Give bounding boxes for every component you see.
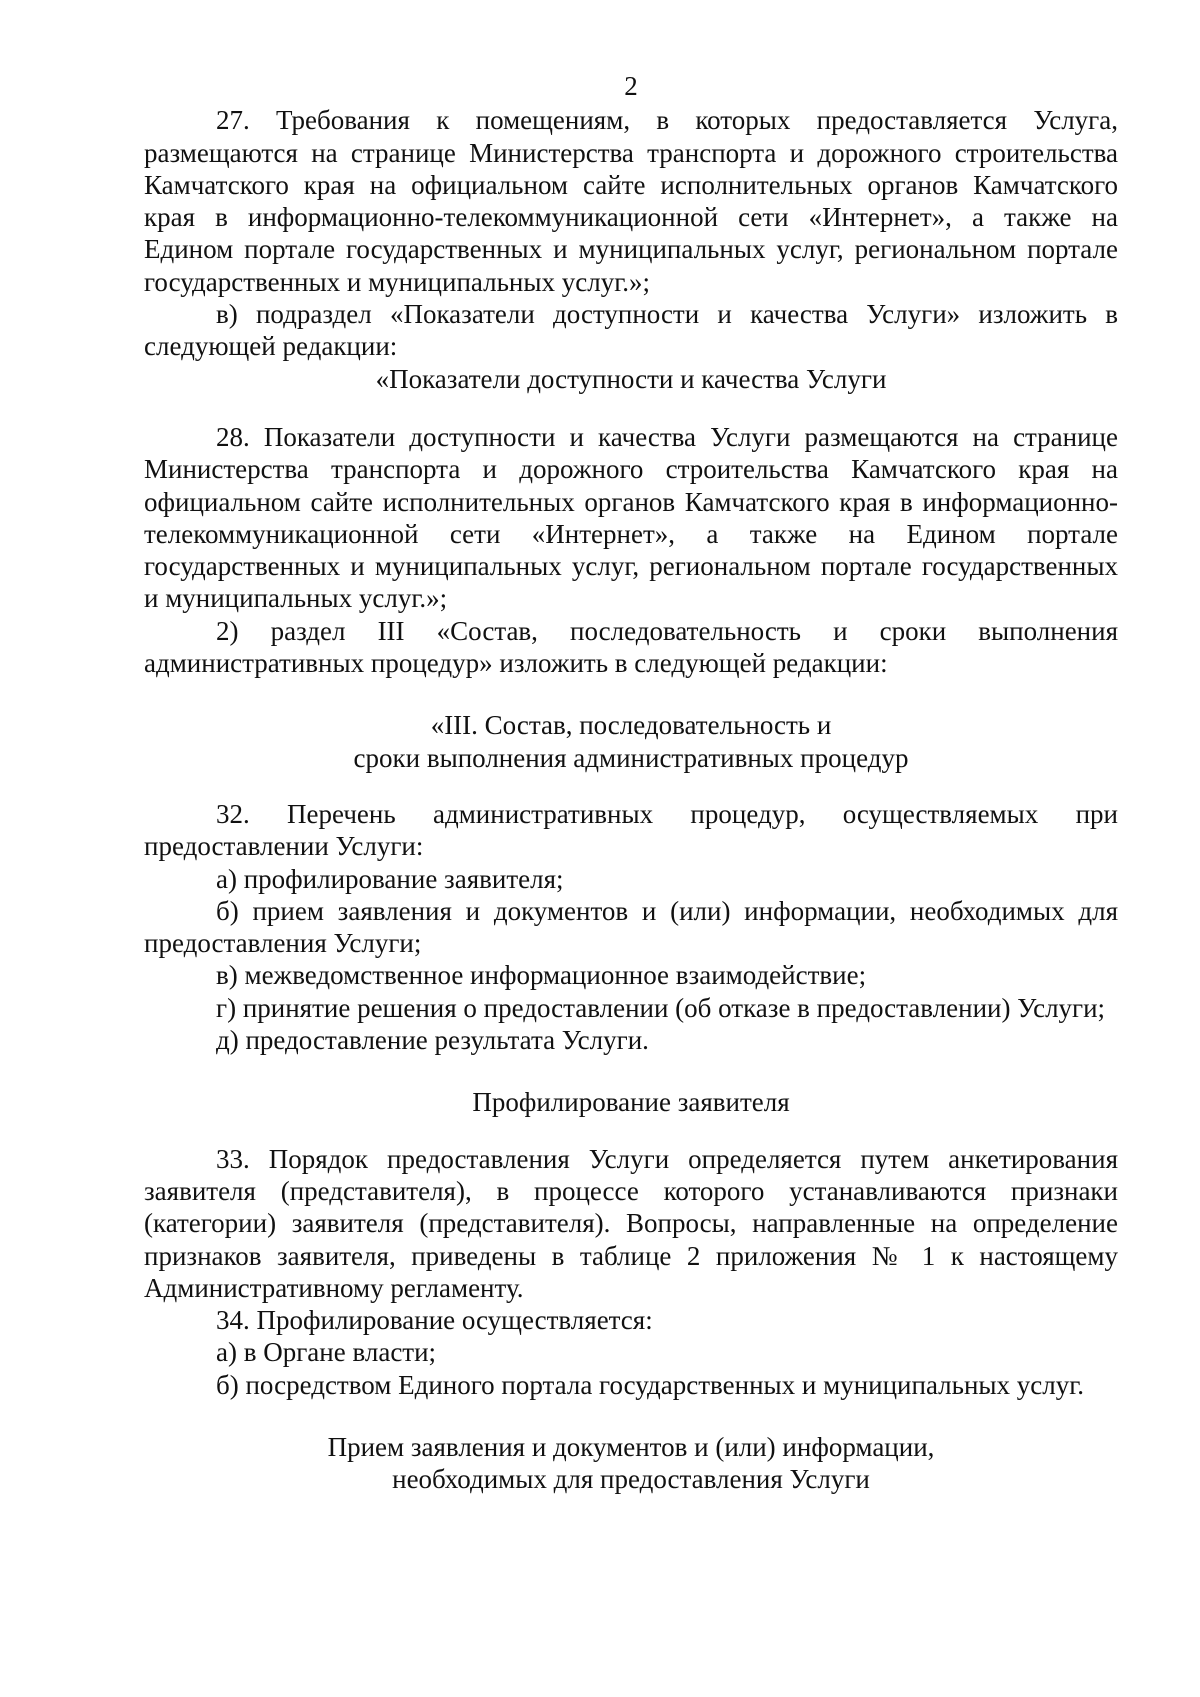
heading-priem-line1: Прием заявления и документов и (или) информации,	[327, 1431, 935, 1462]
paragraph-27: 27. Требования к помещениям, в которых предоставляется Услуга, размещаются на странице Министерства транспорта и дорожного строительства Камчатского края на официальном сайте исполнительных органов Камчатского края в информационно-телекоммуникационной сети «Интернет», а также на Едином портале государственных и муниципальных услуг, региональном портале государственных и муниципальных услуг.»;	[144, 105, 1118, 297]
page-number: 2	[624, 71, 638, 101]
document-page	[144, 70, 1118, 1496]
heading-pokazateli: «Показатели доступности и качества Услуги	[375, 363, 887, 394]
paragraph-32-g: г) принятие решения о предоставлении (об отказе в предоставлении) Услуги;	[216, 992, 1106, 1023]
paragraph-34-b: б) посредством Единого портала государственных и муниципальных услуг.	[216, 1369, 1085, 1400]
spacer	[144, 395, 1118, 421]
paragraph-32: 32. Перечень административных процедур, осуществляемых при предоставлении Услуги:	[144, 798, 1118, 862]
spacer	[144, 774, 1118, 798]
heading-section-3-line2: сроки выполнения административных процедур	[353, 742, 909, 773]
paragraph-34-a: а) в Органе власти;	[216, 1337, 437, 1368]
heading-section-3-line1: «III. Состав, последовательность и	[430, 710, 832, 741]
paragraph-32-d: д) предоставление результата Услуги.	[216, 1025, 649, 1056]
paragraph-34: 34. Профилирование осуществляется:	[216, 1305, 653, 1336]
paragraph-32-a: а) профилирование заявителя;	[216, 863, 564, 894]
spacer	[144, 1401, 1118, 1431]
spacer	[144, 1056, 1118, 1086]
paragraph-32-v: в) межведомственное информационное взаимодействие;	[216, 960, 867, 991]
paragraph-32-b: б) прием заявления и документов и (или) информации, необходимых для предоставления Услуги;	[144, 895, 1118, 959]
paragraph-2-section: 2) раздел III «Состав, последовательность и сроки выполнения административных процедур» изложить в следующей редакции:	[144, 615, 1118, 679]
paragraph-28: 28. Показатели доступности и качества Услуги размещаются на странице Министерства транспорта и дорожного строительства Камчатского края на официальном сайте исполнительных органов Камчатского края в информационно-телекоммуникационной сети «Интернет», а также на Едином портале государственных и муниципальных услуг, региональном портале государственных и муниципальных услуг.»;	[144, 421, 1118, 614]
paragraph-33: 33. Порядок предоставления Услуги определяется путем анкетирования заявителя (представителя), в процессе которого устанавливаются признаки (категории) заявителя (представителя). Вопросы, направленные на определение признаков заявителя, приведены в таблице 2 приложения № 1 к настоящему Административному регламенту.	[144, 1143, 1118, 1303]
heading-profilirovanie: Профилирование заявителя	[472, 1087, 790, 1118]
spacer	[144, 1119, 1118, 1143]
heading-priem-line2: необходимых для предоставления Услуги	[392, 1464, 870, 1495]
spacer	[144, 679, 1118, 709]
paragraph-v-subsection: в) подраздел «Показатели доступности и качества Услуги» изложить в следующей редакции:	[144, 299, 1118, 362]
